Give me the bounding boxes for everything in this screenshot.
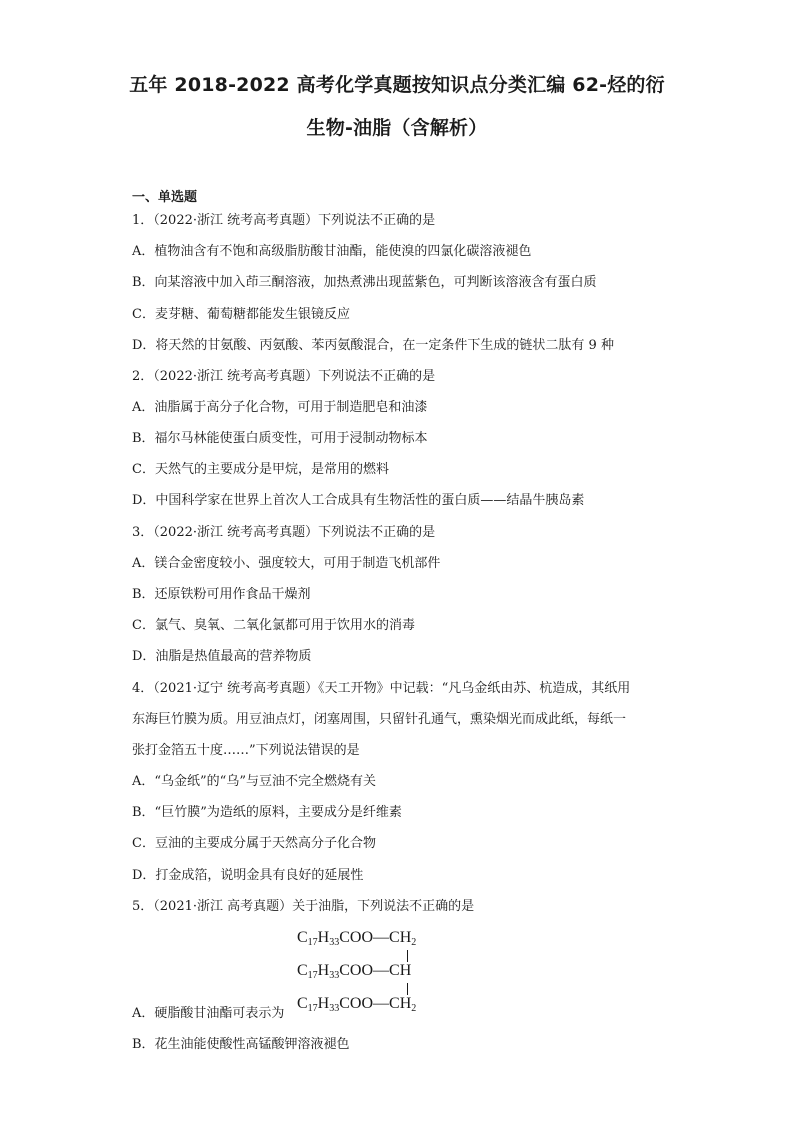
- formula-row-1: $C_{17}H_{33}COO—CH_2$: [297, 929, 417, 948]
- q2-option-a: A．油脂属于高分子化合物，可用于制造肥皂和油漆: [132, 400, 428, 415]
- q4-option-a: A．“乌金纸”的“乌”与豆油不完全燃烧有关: [132, 774, 376, 789]
- doc-title-line1: 五年 2018-2022 高考化学真题按知识点分类汇编 62-烃的衍: [129, 74, 665, 96]
- q1-option-c: C．麦芽糖、葡萄糖都能发生银镜反应: [132, 307, 350, 322]
- q4-stem-line3: 张打金箔五十度……”下列说法错误的是: [132, 743, 360, 758]
- formula-row-2: $C_{17}H_{33}COO—CH$: [297, 962, 412, 981]
- q1-option-d: D．将天然的甘氨酸、丙氨酸、苯丙氨酸混合，在一定条件下生成的链状二肽有 9 种: [132, 338, 614, 353]
- q5-stem: 5．（2021·浙江 高考真题）关于油脂，下列说法不正确的是: [132, 899, 475, 914]
- q5-option-b: B．花生油能使酸性高锰酸钾溶液褪色: [132, 1037, 350, 1052]
- q2-stem: 2．（2022·浙江 统考高考真题）下列说法不正确的是: [132, 369, 436, 384]
- q3-option-a: A．镁合金密度较小、强度较大，可用于制造飞机部件: [132, 556, 441, 571]
- q3-option-b: B．还原铁粉可用作食品干燥剂: [132, 587, 311, 602]
- q4-stem-line1: 4．（2021·辽宁 统考高考真题）《天工开物》中记载：“凡乌金纸由苏、杭造成，其纸用: [132, 681, 631, 696]
- section-heading: 一、单选题: [132, 190, 198, 205]
- q4-option-c: C．豆油的主要成分属于天然高分子化合物: [132, 836, 376, 851]
- q1-option-b: B．向某溶液中加入茚三酮溶液，加热煮沸出现蓝紫色，可判断该溶液含有蛋白质: [132, 275, 597, 290]
- q1-option-a: A．植物油含有不饱和高级脂肪酸甘油酯，能使溴的四氯化碳溶液褪色: [132, 244, 532, 259]
- q3-option-d: D．油脂是热值最高的营养物质: [132, 649, 312, 664]
- q1-stem: 1．（2022·浙江 统考高考真题）下列说法不正确的是: [132, 213, 436, 228]
- q2-option-b: B．福尔马林能使蛋白质变性，可用于浸制动物标本: [132, 431, 428, 446]
- q3-option-c: C．氯气、臭氧、二氧化氯都可用于饮用水的消毒: [132, 618, 415, 633]
- q3-stem: 3．（2022·浙江 统考高考真题）下列说法不正确的是: [132, 525, 436, 540]
- q4-stem-line2: 东海巨竹膜为质。用豆油点灯，闭塞周围，只留针孔通气，熏染烟光而成此纸，每纸一: [132, 712, 627, 727]
- q2-option-c: C．天然气的主要成分是甲烷，是常用的燃料: [132, 462, 389, 477]
- formula-row-3: $C_{17}H_{33}COO—CH_2$: [297, 995, 417, 1014]
- q2-option-d: D．中国科学家在世界上首次人工合成具有生物活性的蛋白质——结晶牛胰岛素: [132, 493, 585, 508]
- doc-title-line2: 生物-油脂（含解析）: [306, 117, 488, 139]
- q4-option-d: D．打金成箔，说明金具有良好的延展性: [132, 868, 364, 883]
- q4-option-b: B．“巨竹膜”为造纸的原料，主要成分是纤维素: [132, 805, 402, 820]
- q5-option-a: A．硬脂酸甘油酯可表示为: [132, 1006, 285, 1021]
